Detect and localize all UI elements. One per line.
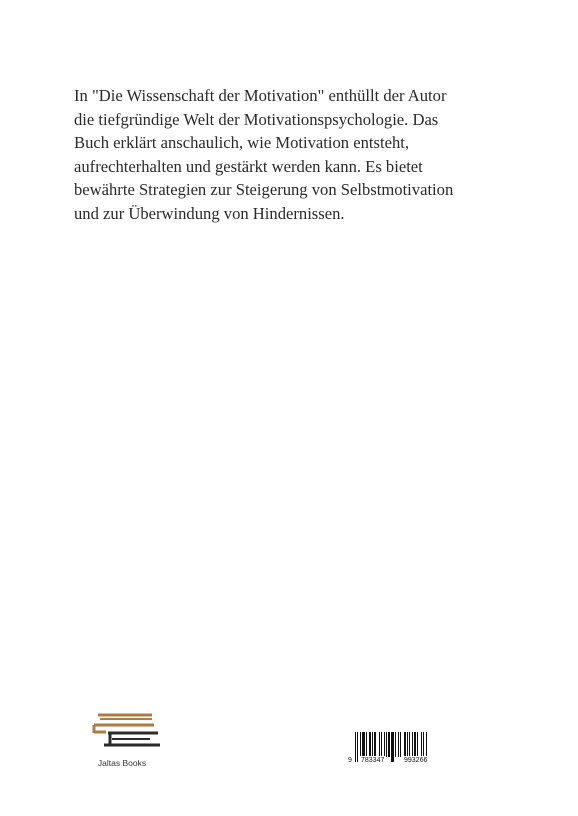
stacked-books-icon xyxy=(88,705,162,755)
barcode-right-digits: 993266 xyxy=(404,757,428,764)
blurb-line: bewährte Strategien zur Steigerung von Selbstmotivation xyxy=(74,180,454,200)
publisher-logo xyxy=(84,705,164,767)
blurb-line: Buch erklärt anschaulich, wie Motivation entsteht, xyxy=(74,133,410,153)
barcode-prefix-digit: 9 xyxy=(348,757,352,764)
barcode-left-digits: 783347 xyxy=(361,757,385,764)
blurb-line: aufrechterhalten und gestärkt werden kann. Es bietet xyxy=(74,156,423,176)
back-cover-blurb xyxy=(74,84,504,226)
blurb-line: In "Die Wissenschaft der Motivation" enthüllt der Autor xyxy=(74,86,447,105)
barcode xyxy=(345,730,450,770)
blurb-line: die tiefgründige Welt der Motivationspsychologie. Das xyxy=(74,109,439,129)
blurb-line: und zur Überwindung von Hindernissen. xyxy=(74,203,345,223)
publisher-name: Jaltas Books xyxy=(97,758,147,768)
barcode-digits xyxy=(345,756,450,766)
